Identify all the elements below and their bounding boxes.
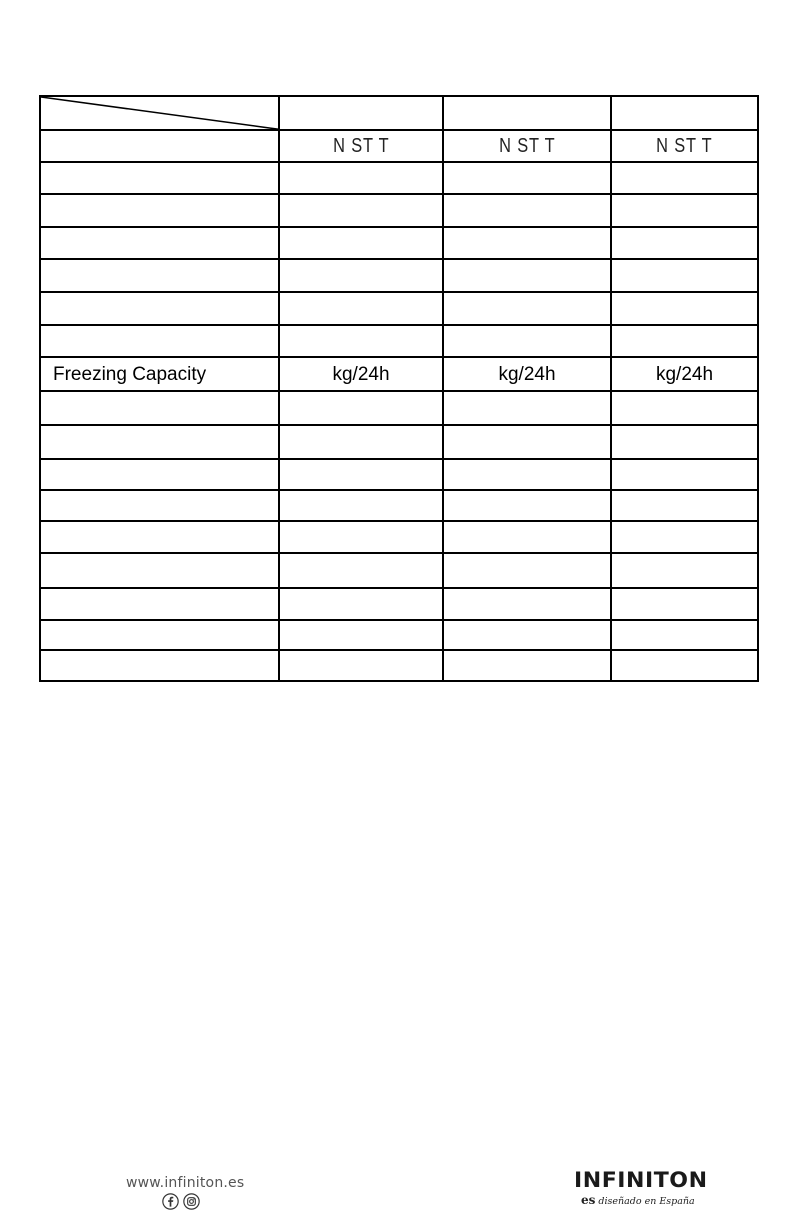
brand-logo: INFINITON bbox=[574, 1168, 708, 1192]
diagonal-header-cell bbox=[40, 96, 279, 130]
table-cell bbox=[40, 425, 279, 459]
table-cell bbox=[443, 425, 611, 459]
climate-class-cell-1 bbox=[279, 130, 443, 162]
table-cell bbox=[279, 490, 443, 521]
table-row bbox=[40, 227, 758, 259]
table-cell bbox=[279, 325, 443, 357]
table-cell bbox=[279, 650, 443, 681]
freezing-capacity-unit: kg/24h bbox=[443, 357, 611, 391]
table-row bbox=[40, 194, 758, 226]
table-row bbox=[40, 325, 758, 357]
table-cell bbox=[443, 391, 611, 424]
table-cell bbox=[279, 227, 443, 259]
table-row bbox=[40, 553, 758, 588]
climate-class-cell-3 bbox=[611, 130, 758, 162]
table-row bbox=[40, 292, 758, 325]
table-cell bbox=[443, 521, 611, 553]
table-cell bbox=[279, 194, 443, 226]
table-cell bbox=[40, 459, 279, 490]
table-cell bbox=[443, 162, 611, 194]
tagline-es: es bbox=[581, 1193, 596, 1207]
table-cell bbox=[611, 292, 758, 325]
climate-class-cell-2 bbox=[443, 130, 611, 162]
table-cell bbox=[443, 588, 611, 619]
instagram-icon[interactable] bbox=[183, 1193, 200, 1210]
table-cell bbox=[40, 227, 279, 259]
table-cell bbox=[443, 325, 611, 357]
table-cell bbox=[40, 194, 279, 226]
table-cell bbox=[40, 521, 279, 553]
model-header-cell-2 bbox=[443, 96, 611, 130]
table-cell bbox=[611, 459, 758, 490]
model-header-cell-3 bbox=[611, 96, 758, 130]
table-cell bbox=[611, 588, 758, 619]
freezing-capacity-label: Freezing Capacity bbox=[40, 357, 279, 391]
climate-class-value: N ST T bbox=[656, 135, 713, 158]
table-cell bbox=[443, 292, 611, 325]
table-cell bbox=[279, 521, 443, 553]
table-row bbox=[40, 425, 758, 459]
table-cell bbox=[611, 425, 758, 459]
table-row bbox=[40, 162, 758, 194]
table-row bbox=[40, 620, 758, 650]
tagline-text: diseñado en España bbox=[598, 1196, 695, 1207]
table-cell bbox=[611, 325, 758, 357]
table-cell bbox=[443, 194, 611, 226]
freezing-capacity-unit: kg/24h bbox=[279, 357, 443, 391]
table-cell bbox=[40, 650, 279, 681]
freezing-capacity-unit: kg/24h bbox=[611, 357, 758, 391]
table-cell bbox=[40, 553, 279, 588]
table-cell bbox=[40, 391, 279, 424]
table-cell bbox=[279, 620, 443, 650]
brand-tagline bbox=[581, 1193, 695, 1207]
table-cell bbox=[611, 194, 758, 226]
climate-class-label-cell bbox=[40, 130, 279, 162]
climate-class-row bbox=[40, 130, 758, 162]
table-cell bbox=[611, 521, 758, 553]
table-cell bbox=[443, 259, 611, 292]
facebook-icon[interactable] bbox=[162, 1193, 179, 1210]
freezing-capacity-row bbox=[40, 357, 758, 391]
table-cell bbox=[443, 490, 611, 521]
table-cell bbox=[611, 620, 758, 650]
website-url[interactable]: www.infiniton.es bbox=[126, 1175, 245, 1191]
table-cell bbox=[40, 588, 279, 619]
table-row bbox=[40, 521, 758, 553]
table-row bbox=[40, 259, 758, 292]
table-cell bbox=[611, 553, 758, 588]
table-cell bbox=[443, 553, 611, 588]
table-cell bbox=[279, 259, 443, 292]
table-cell bbox=[611, 490, 758, 521]
table-cell bbox=[443, 650, 611, 681]
table-cell bbox=[611, 162, 758, 194]
climate-class-value: N ST T bbox=[498, 135, 556, 158]
table-cell bbox=[611, 650, 758, 681]
table-cell bbox=[279, 162, 443, 194]
table-cell bbox=[279, 425, 443, 459]
table-row bbox=[40, 588, 758, 619]
table-cell bbox=[40, 292, 279, 325]
table-row bbox=[40, 650, 758, 681]
model-header-cell-1 bbox=[279, 96, 443, 130]
table-cell bbox=[443, 227, 611, 259]
table-cell bbox=[40, 490, 279, 521]
table-cell bbox=[279, 459, 443, 490]
table-row bbox=[40, 391, 758, 424]
table-cell bbox=[443, 459, 611, 490]
climate-class-value: N ST T bbox=[332, 135, 390, 158]
table-row bbox=[40, 459, 758, 490]
table-cell bbox=[40, 162, 279, 194]
table-cell bbox=[279, 391, 443, 424]
table-cell bbox=[443, 620, 611, 650]
table-header-row bbox=[40, 96, 758, 130]
table-cell bbox=[611, 227, 758, 259]
table-cell bbox=[40, 325, 279, 357]
specifications-table bbox=[39, 95, 759, 682]
table-cell bbox=[611, 259, 758, 292]
table-cell bbox=[279, 588, 443, 619]
table-cell bbox=[279, 553, 443, 588]
table-row bbox=[40, 490, 758, 521]
table-cell bbox=[40, 259, 279, 292]
diagonal-line bbox=[41, 97, 278, 129]
table-cell bbox=[40, 620, 279, 650]
table-cell bbox=[279, 292, 443, 325]
table-cell bbox=[611, 391, 758, 424]
